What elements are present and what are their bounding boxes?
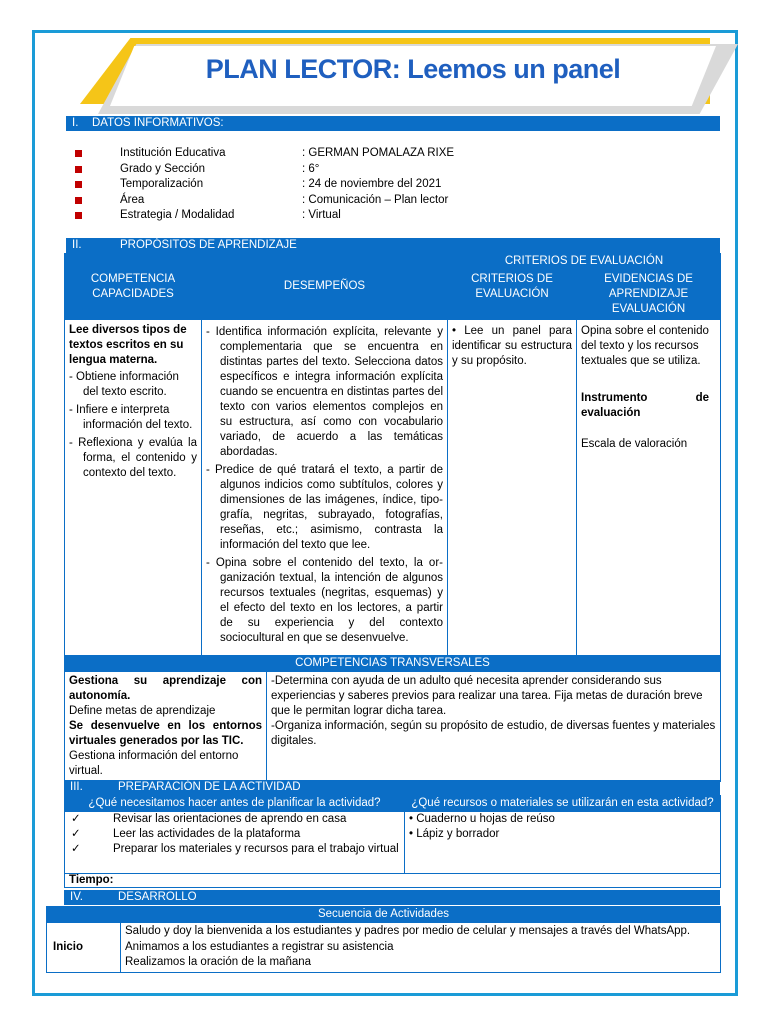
competencia-title: Lee diversos tipos de textos escritos en su lengua materna.	[69, 324, 187, 366]
capacidad-text: Gestiona información del entorno virtual.	[69, 750, 239, 777]
materials-question: ¿Qué recursos o materiales se utilizarán en esta actividad?	[405, 796, 721, 812]
task-text: Preparar los materiales y recursos para el trabajo virtual	[113, 843, 399, 855]
transversales-table	[64, 655, 721, 782]
section-header-propositos	[66, 238, 720, 253]
transversales-descripcion	[267, 672, 721, 782]
info-label: Temporalización	[120, 178, 204, 190]
info-value: : 24 de noviembre del 2021	[302, 178, 442, 190]
section-label: DATOS INFORMATIVOS:	[92, 117, 224, 129]
materials-list	[405, 812, 721, 874]
capacidad-item: - Infiere e interpreta información del texto.	[69, 404, 193, 431]
info-value: : GERMAN POMALAZA RIXE	[302, 147, 455, 159]
instrumento-value: Escala de valoración	[581, 438, 688, 450]
task-item	[69, 827, 400, 842]
section-header-preparacion	[64, 780, 720, 795]
info-value: : 6°	[302, 162, 320, 175]
bullet-icon	[72, 146, 120, 162]
desempenos-cell	[202, 320, 448, 660]
material-item: • Lápiz y borrador	[409, 828, 500, 840]
section-label: PREPARACIÓN DE LA ACTIVIDAD	[118, 781, 301, 793]
competencia-cell	[65, 320, 202, 660]
inicio-content	[121, 923, 721, 973]
header-competencia: COMPETENCIA CAPACIDADES	[65, 254, 202, 320]
info-list	[72, 146, 712, 224]
section-number: IV.	[70, 891, 84, 903]
task-item	[69, 812, 400, 827]
info-label: Área	[120, 193, 145, 206]
evidencia-cell	[577, 320, 721, 660]
bullet-icon	[72, 177, 120, 193]
info-value: : Virtual	[302, 209, 341, 221]
task-text: Revisar las orientaciones de aprendo en casa	[113, 813, 347, 825]
desempeno-item: - Identifica información explícita, relevante y complementaria que se encuentra en distintas partes del texto. Selecciona datos específicos e integra información explícita cuando se encuentra en distintas partes del texto con varios elementos complejos en su estructura, así como con vocabulario variado, de acuerdo a las temáticas abordadas.	[206, 326, 443, 458]
task-list	[65, 812, 405, 874]
bullet-icon	[72, 162, 120, 178]
desempeno-item: - Opina sobre el contenido del texto, la or-ganización textual, la intención de algunos recursos textuales (negritas, esquemas) y el efecto del texto en los lectores, a partir de su experiencia y del contexto sociocultural en que se desenvuelve.	[206, 557, 443, 644]
section-number: III.	[70, 781, 83, 793]
info-row	[72, 146, 712, 162]
header-evidencias: EVIDENCIAS DE APRENDIZAJE EVALUACIÓN	[577, 270, 721, 320]
inicio-label: Inicio	[47, 923, 121, 973]
check-icon: ✓	[71, 843, 81, 855]
capacidad-item: - Reflexiona y evalúa la forma, el contenido y contexto del texto.	[69, 437, 197, 479]
competencia-title: Se desenvuelve en los entornos virtuales generados por las TIC.	[69, 720, 262, 747]
capacidad-item: - Obtiene información del texto escrito.	[69, 371, 179, 398]
capacidad-text: Define metas de aprendizaje	[69, 705, 216, 717]
bullet-icon	[72, 193, 120, 209]
page-title: PLAN LECTOR: Leemos un panel	[205, 54, 621, 84]
section-label: DESARROLLO	[118, 891, 197, 903]
section-number: I.	[72, 117, 79, 129]
info-label: Grado y Sección	[120, 162, 206, 175]
transversales-header: COMPETENCIAS TRANSVERSALES	[65, 656, 721, 672]
check-icon: ✓	[71, 813, 81, 825]
section-header-desarrollo	[64, 890, 720, 905]
info-label: Estrategia / Modalidad	[120, 209, 235, 221]
info-row	[72, 208, 712, 224]
development-header: Secuencia de Actividades	[47, 907, 721, 923]
material-item: • Cuaderno u hojas de reúso	[409, 813, 555, 825]
tiempo-label: Tiempo:	[65, 874, 721, 888]
check-icon: ✓	[71, 828, 81, 840]
preparation-question: ¿Qué necesitamos hacer antes de planificar la actividad?	[65, 796, 405, 812]
section-header-datos	[66, 116, 720, 131]
inicio-line: Realizamos la oración de la mañana	[125, 956, 312, 968]
task-text: Leer las actividades de la plataforma	[113, 828, 301, 840]
preparation-table	[64, 795, 721, 888]
header-desempenos: DESEMPEÑOS	[202, 254, 448, 320]
transversales-competencias	[65, 672, 267, 782]
section-label: PROPÓSITOS DE APRENDIZAJE	[120, 239, 297, 251]
header-criterios: CRITERIOS DE EVALUACIÓN	[448, 270, 577, 320]
competencia-title: Gestiona su aprendizaje con autonomía.	[69, 675, 262, 702]
info-value: : Comunicación – Plan lector	[302, 193, 449, 206]
header-criterios-group: CRITERIOS DE EVALUACIÓN	[448, 254, 721, 270]
evidencia-text: Opina sobre el contenido del texto y los recursos textuales que se utiliza.	[581, 325, 709, 367]
descripcion-text: -Organiza información, según su propósito de estudio, de diversas fuentes y materiales digitales.	[271, 720, 716, 747]
task-item	[69, 842, 400, 857]
inicio-line: Saludo y doy la bienvenida a los estudiantes y padres por medio de celular y mensajes a través del WhatsApp.	[125, 925, 691, 937]
purposes-table	[64, 253, 721, 660]
info-label: Institución Educativa	[120, 147, 226, 159]
info-row	[72, 177, 712, 193]
instrumento-label: Instrumento de evaluación	[581, 392, 709, 419]
desempeno-item: - Predice de qué tratará el texto, a partir de algunos indicios como subtítulos, colores y dimensiones de las imágenes, índice, tipo-grafía, negritas, subrayado, fotografías, reseñas, etc.; asimismo, contrasta la información del texto que lee.	[206, 464, 443, 551]
descripcion-text: -Determina con ayuda de un adulto qué necesita aprender considerando sus experiencias y saberes previos para realizar una tarea. Fija metas de duración breve que le permitan lograr dicha tarea.	[271, 675, 703, 717]
section-number: II.	[72, 239, 82, 251]
info-row	[72, 193, 712, 209]
development-table	[46, 906, 721, 973]
bullet-icon	[72, 208, 120, 224]
criterio-cell: • Lee un panel para identificar su estructura y su propósito.	[448, 320, 577, 660]
info-row	[72, 162, 712, 178]
inicio-line: Animamos a los estudiantes a registrar su asistencia	[125, 940, 394, 953]
